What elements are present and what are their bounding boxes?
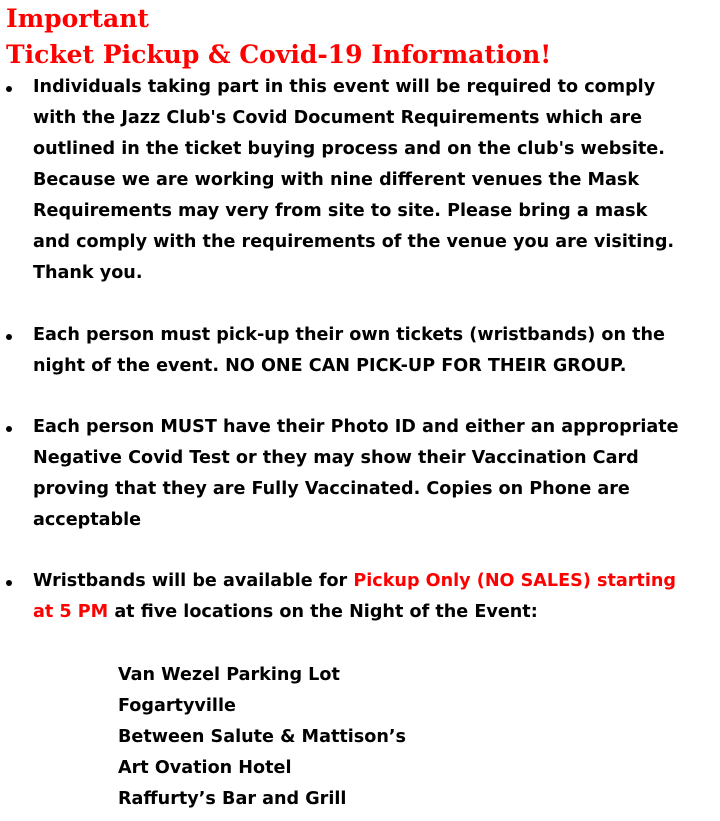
bullet-line: Individuals taking part in this event will be required to comply bbox=[33, 77, 656, 97]
bullet-line: and comply with the requirements of the venue you are visiting. bbox=[33, 232, 675, 252]
bullet-line: Because we are working with nine different venues the Mask bbox=[33, 170, 640, 190]
time-highlight: at 5 PM bbox=[33, 602, 109, 622]
bullet-dot-icon bbox=[6, 426, 12, 432]
location-item: Van Wezel Parking Lot bbox=[118, 665, 340, 685]
bullet-suffix: at five locations on the Night of the Event: bbox=[108, 602, 538, 622]
bullet-line: night of the event. NO ONE CAN PICK-UP FOR THEIR GROUP. bbox=[33, 356, 627, 376]
bullet-prefix: Wristbands will be available for bbox=[33, 571, 354, 591]
bullet-line: Requirements may very from site to site. Please bring a mask bbox=[33, 201, 648, 221]
location-item: Raffurty’s Bar and Grill bbox=[118, 789, 347, 809]
bullet-dot-icon bbox=[6, 334, 12, 340]
bullet-text bbox=[33, 72, 715, 289]
heading-important: Important bbox=[6, 4, 149, 33]
bullet-text bbox=[33, 412, 715, 536]
bullet-line: Each person must pick-up their own tickets (wristbands) on the bbox=[33, 325, 665, 345]
location-item: Between Salute & Mattison’s bbox=[118, 727, 407, 747]
location-item: Art Ovation Hotel bbox=[118, 758, 292, 778]
bullet-line: Negative Covid Test or they may show their Vaccination Card bbox=[33, 448, 639, 468]
bullet-dot-icon bbox=[6, 580, 12, 586]
pickup-highlight: Pickup Only (NO SALES) starting bbox=[353, 571, 676, 591]
bullet-text bbox=[33, 320, 715, 382]
bullet-line bbox=[33, 566, 715, 597]
bullet-line: with the Jazz Club's Covid Document Requirements which are bbox=[33, 108, 643, 128]
bullet-line: outlined in the ticket buying process and on the club's website. bbox=[33, 139, 665, 159]
bullet-line bbox=[33, 597, 715, 628]
bullet-line: Each person MUST have their Photo ID and either an appropriate bbox=[33, 417, 679, 437]
bullet-line: acceptable bbox=[33, 510, 142, 530]
pickup-locations-list bbox=[118, 660, 678, 815]
bullet-text bbox=[33, 566, 715, 628]
heading-title: Ticket Pickup & Covid-19 Information! bbox=[6, 40, 552, 69]
bullet-line: Thank you. bbox=[33, 263, 143, 283]
location-item: Fogartyville bbox=[118, 696, 236, 716]
bullet-line: proving that they are Fully Vaccinated. Copies on Phone are bbox=[33, 479, 630, 499]
bullet-dot-icon bbox=[6, 86, 12, 92]
